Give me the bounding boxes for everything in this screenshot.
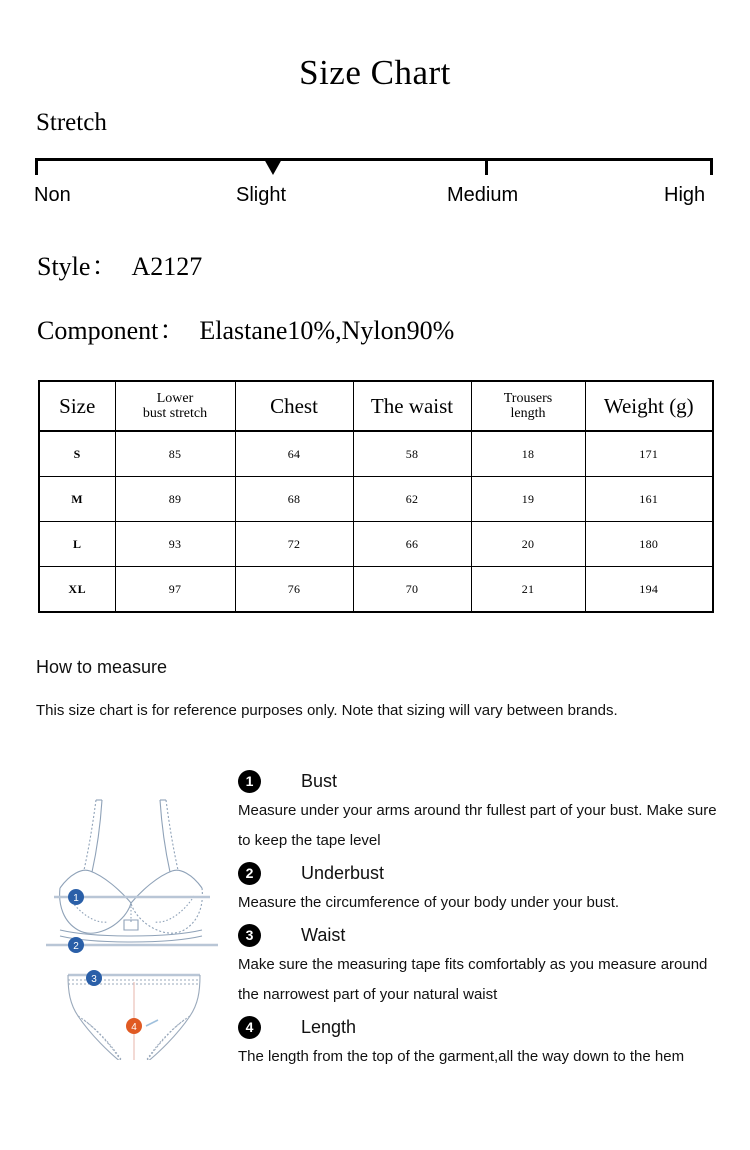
style-value: A2127 (131, 252, 203, 281)
step-description-bust: Measure under your arms around thr fullest part of your bust. Make sure to keep the tape level (238, 802, 717, 849)
step-title-length: Length (301, 1017, 357, 1037)
panty-illustration (68, 975, 200, 1060)
cell-lower-bust-stretch: 89 (115, 477, 235, 522)
stretch-tick-high (710, 158, 713, 175)
header-the-waist: The waist (353, 381, 471, 431)
stretch-scale (35, 158, 713, 206)
table-row (39, 477, 713, 522)
how-to-measure-note: This size chart is for reference purposes only. Note that sizing will vary between brands. (36, 702, 618, 719)
step-description-waist: Make sure the measuring tape fits comfortably as you measure around the narrowest part of your natural waist (238, 956, 708, 1003)
component-line (37, 315, 454, 347)
step-title-waist: Waist (301, 925, 346, 945)
measure-step-underbust (238, 858, 732, 918)
panty-marker-4 (126, 1018, 142, 1034)
header-size: Size (39, 381, 115, 431)
bra-marker-2 (68, 937, 84, 953)
step-header (238, 858, 732, 888)
table-row (39, 522, 713, 567)
step-number-badge-3: 3 (238, 924, 261, 947)
stretch-pointer-icon (264, 159, 282, 175)
style-key: Style (37, 252, 91, 281)
header-trousers-length-line1: Trousers (503, 391, 553, 406)
cell-the-waist: 70 (353, 567, 471, 613)
cell-trousers-length: 21 (471, 567, 585, 613)
step-header (238, 1012, 732, 1042)
svg-text:3: 3 (91, 974, 97, 985)
step-description-length: The length from the top of the garment,all the way down to the hem (238, 1048, 685, 1065)
header-lower-bust-stretch-line1: Lower (156, 391, 194, 406)
step-title-bust: Bust (301, 771, 338, 791)
cell-weight: 161 (585, 477, 713, 522)
cell-the-waist: 62 (353, 477, 471, 522)
svg-text:1: 1 (73, 893, 79, 904)
cell-the-waist: 58 (353, 431, 471, 477)
step-header (238, 766, 732, 796)
garment-illustrations (34, 770, 234, 1060)
step-number-badge-1: 1 (238, 770, 261, 793)
cell-chest: 72 (235, 522, 353, 567)
size-table (38, 380, 714, 613)
component-separator: ： (159, 316, 186, 345)
panty-marker-3 (86, 970, 102, 986)
stretch-level-non: Non (34, 184, 71, 206)
table-header-row (39, 381, 713, 431)
cell-weight: 180 (585, 522, 713, 567)
component-value: Elastane10%,Nylon90% (199, 316, 455, 345)
cell-chest: 76 (235, 567, 353, 613)
cell-size: M (39, 477, 115, 522)
how-to-measure-heading: How to measure (36, 657, 168, 677)
cell-chest: 64 (235, 431, 353, 477)
cell-trousers-length: 20 (471, 522, 585, 567)
header-trousers-length (471, 381, 585, 431)
cell-trousers-length: 18 (471, 431, 585, 477)
page-title: Size Chart (299, 53, 451, 92)
measure-step-length (238, 1012, 732, 1072)
measure-step-bust (238, 766, 732, 856)
header-lower-bust-stretch-line2: bust stretch (142, 406, 208, 421)
step-number-badge-4: 4 (238, 1016, 261, 1039)
stretch-level-slight: Slight (236, 184, 287, 206)
svg-text:4: 4 (131, 1022, 137, 1033)
table-row (39, 431, 713, 477)
style-line (37, 251, 202, 283)
measure-steps (238, 766, 732, 1074)
cell-size: XL (39, 567, 115, 613)
bra-illustration (60, 800, 203, 942)
garment-diagram-svg (34, 770, 234, 1060)
cell-size: L (39, 522, 115, 567)
measure-step-waist (238, 920, 732, 1010)
step-title-underbust: Underbust (301, 863, 385, 883)
component-key: Component (37, 316, 159, 345)
cell-size: S (39, 431, 115, 477)
cell-weight: 171 (585, 431, 713, 477)
stretch-level-medium: Medium (447, 184, 519, 206)
cell-lower-bust-stretch: 97 (115, 567, 235, 613)
style-separator: ： (91, 252, 118, 281)
cell-lower-bust-stretch: 85 (115, 431, 235, 477)
stretch-tick-medium (485, 158, 488, 175)
header-lower-bust-stretch (115, 381, 235, 431)
header-trousers-length-line2: length (510, 406, 546, 421)
header-chest: Chest (235, 381, 353, 431)
cell-the-waist: 66 (353, 522, 471, 567)
step-description-underbust: Measure the circumference of your body under your bust. (238, 894, 620, 911)
step-header (238, 920, 732, 950)
stretch-scale-line (35, 158, 713, 161)
svg-text:2: 2 (73, 941, 79, 952)
stretch-tick-non (35, 158, 38, 175)
cell-chest: 68 (235, 477, 353, 522)
cell-trousers-length: 19 (471, 477, 585, 522)
cell-weight: 194 (585, 567, 713, 613)
step-number-badge-2: 2 (238, 862, 261, 885)
stretch-label: Stretch (36, 109, 107, 136)
bra-marker-1 (68, 889, 84, 905)
table-row (39, 567, 713, 613)
cell-lower-bust-stretch: 93 (115, 522, 235, 567)
header-weight: Weight (g) (585, 381, 713, 431)
stretch-level-high: High (664, 184, 706, 206)
